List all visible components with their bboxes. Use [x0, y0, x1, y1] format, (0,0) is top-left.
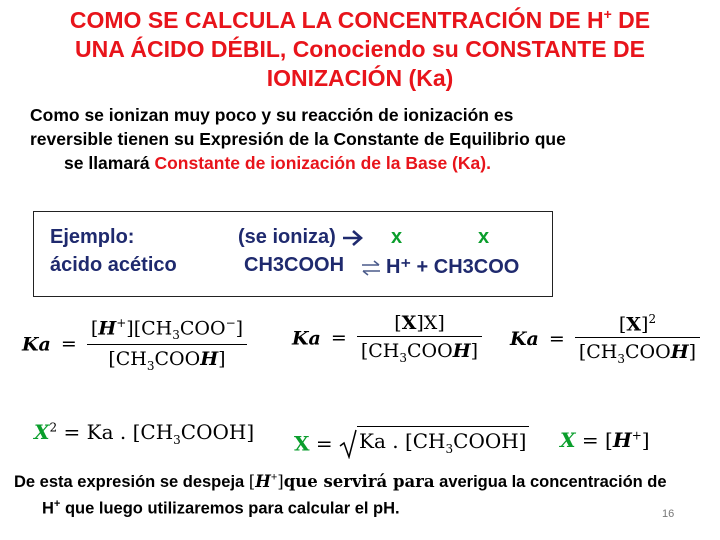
equals-5: = — [309, 431, 340, 456]
sqrt-icon — [339, 429, 357, 459]
xh-h: H — [612, 428, 632, 452]
ka-formula-3 — [510, 312, 700, 366]
ka-symbol-1: Ka — [22, 333, 51, 356]
x2-rhs-sub: 3 — [173, 433, 181, 447]
reactant: CH3COOH — [244, 254, 345, 276]
footer-paragraph — [14, 466, 714, 519]
equals-3: = — [548, 328, 565, 351]
ka-symbol-2: Ka — [292, 327, 321, 350]
ka-symbol-3: Ka — [510, 328, 539, 351]
product-x-2: x — [478, 226, 490, 248]
x-sqrt-formula — [294, 426, 529, 461]
products: H⁺ + CH3COO — [386, 256, 520, 278]
equals-2: = — [330, 327, 347, 350]
fraction-3 — [575, 312, 700, 366]
x-symbol-1: X — [34, 420, 50, 444]
acid-name-text: ácido acético — [50, 254, 177, 276]
equals-1: = — [60, 333, 77, 356]
product-x-1: x — [391, 226, 403, 248]
numerator-2: [X]X] — [357, 312, 482, 337]
intro-line-3 — [30, 151, 700, 175]
intro-line-3-text: se llamará — [64, 153, 155, 173]
denominator-2: $[CH_3COOH]$ — [360, 340, 479, 365]
numerator-1: $[H^+][CH_3COO^-]$ — [87, 316, 247, 345]
x2-rhs-b: COOH] — [180, 420, 255, 444]
footer-line-2: H+ que luego utilizaremos para calcular el pH. — [42, 497, 400, 517]
title-line-3: IONIZACIÓN (Ka) — [266, 65, 454, 91]
xh-plus: + — [631, 428, 642, 443]
intro-line-1: Como se ionizan muy poco y su reacción de ionización es — [30, 105, 514, 125]
title-line-1 — [12, 6, 708, 35]
sqrt-radicand: Ka . $[CH_3COOH]$ — [357, 426, 529, 461]
right-arrow-icon — [341, 228, 365, 248]
denominator-3: $[CH_3COOH]$ — [578, 341, 697, 367]
title-text-1b: DE — [611, 7, 651, 33]
denominator-1: $[CH_3COOH]$ — [108, 348, 226, 373]
fraction-2 — [357, 312, 482, 365]
ka-formula-2 — [292, 312, 482, 365]
x-symbol-2: X — [294, 431, 310, 456]
title-text-1a: COMO SE CALCULA LA CONCENTRACIÓN DE H — [69, 7, 604, 33]
intro-highlight: Constante de ionización de la Base (Ka). — [154, 153, 491, 173]
ka-formula-1 — [22, 316, 247, 373]
acid-name — [50, 254, 177, 277]
xh-rhs-a: = [ — [575, 428, 613, 452]
example-label: Ejemplo: — [50, 226, 135, 248]
example-box — [33, 211, 553, 297]
page-number: 16 — [662, 508, 675, 520]
equilibrium-arrow-icon — [360, 258, 382, 278]
intro-paragraph — [30, 103, 700, 175]
intro-line-2: reversible tienen su Expresión de la Constante de Equilibrio que — [30, 129, 566, 149]
x-symbol-3: X — [560, 428, 576, 452]
page-title — [12, 6, 708, 93]
title-line-2: UNA ÁCIDO DÉBIL, Conociendo su CONSTANTE DE — [75, 36, 645, 62]
ionize-label — [238, 226, 365, 249]
x-squared-exp: 2 — [49, 420, 58, 435]
footer-line-1: De esta expresión se despeja [H+]que servirá para averigua la concentración de — [14, 471, 667, 491]
xh-rhs-b: ] — [641, 428, 650, 452]
x2-rhs-a: = Ka . [CH — [57, 420, 174, 444]
title-superscript: + — [603, 6, 612, 22]
fraction-1 — [87, 316, 247, 373]
numerator-3: $[X]^2$ — [575, 312, 700, 338]
x-h-formula — [560, 428, 650, 452]
ionize-text: (se ioniza) — [238, 226, 336, 248]
x-squared-formula — [34, 420, 254, 447]
